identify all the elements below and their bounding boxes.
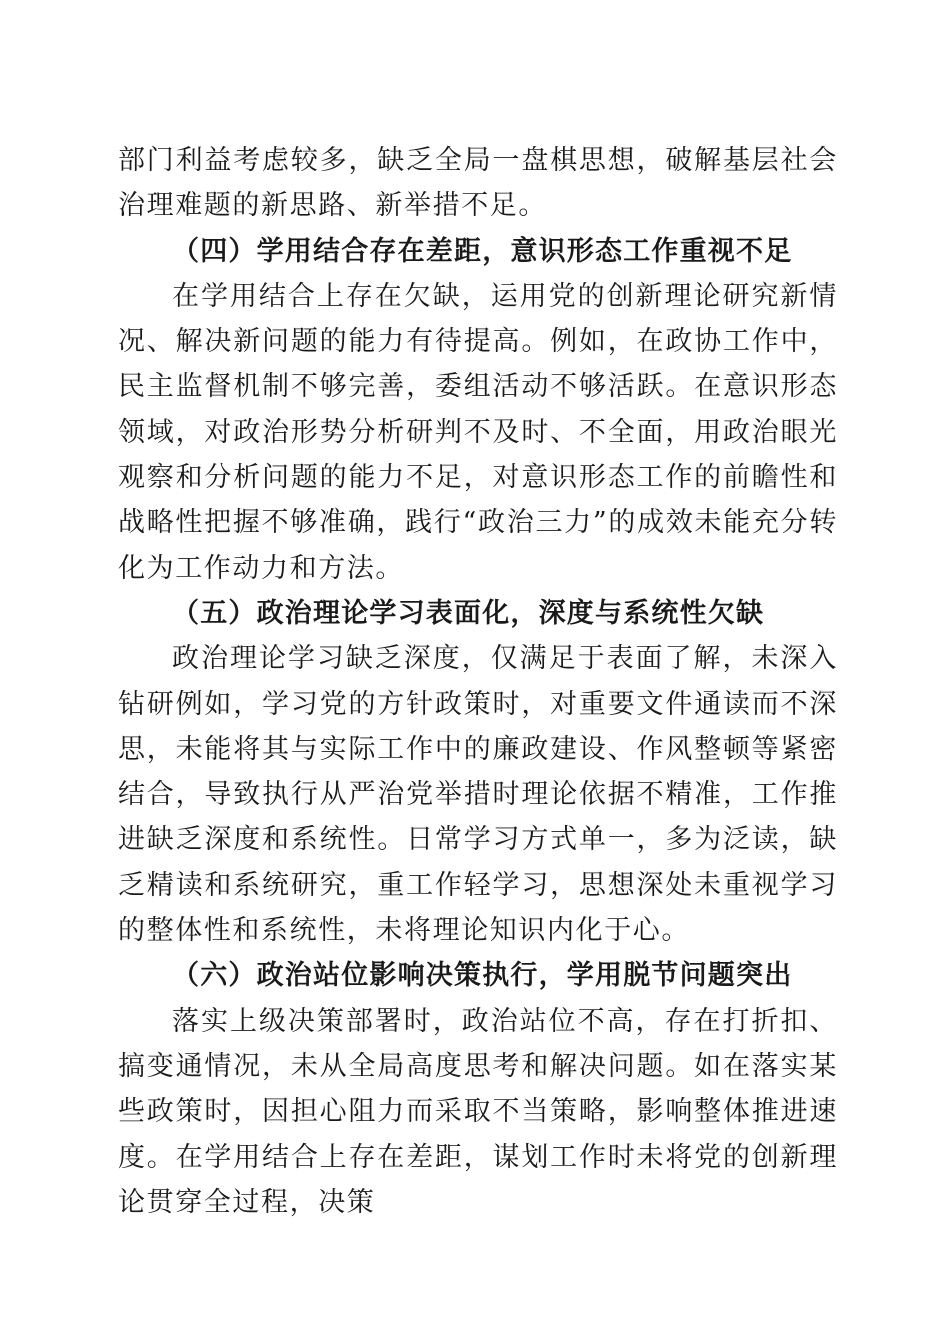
paragraph-section-6: 落实上级决策部署时，政治站位不高，存在打折扣、搞变通情况，未从全局高度思考和解决问题。如在落实某些政策时，因担心阻力而采取不当策略，影响整体推进速度。在学用结合上存在差距，谋划工作时未将党的创新理论贯穿全过程，决策 — [118, 1005, 838, 1218]
paragraph-continuation: 部门利益考虑较多，缺乏全局一盘棋思想，破解基层社会治理难题的新思路、新举措不足。 — [118, 145, 838, 222]
paragraph-section-4: 在学用结合上存在欠缺，运用党的创新理论研究新情况、解决新问题的能力有待提高。例如，在政协工作中，民主监督机制不够完善，委组活动不够活跃。在意识形态领域，对政治形势分析研判不及时、不全面，用政治眼光观察和分析问题的能力不足，对意识形态工作的前瞻性和战略性把握不够准确，践行“政治三力”的成效未能充分转化为工作动力和方法。 — [118, 280, 838, 584]
paragraph-section-5: 政治理论学习缺乏深度，仅满足于表面了解，未深入钻研例如，学习党的方针政策时，对重要文件通读而不深思，未能将其与实际工作中的廉政建设、作风整顿等紧密结合，导致执行从严治党举措时理论依据不精准，工作推进缺乏深度和系统性。日常学习方式单一，多为泛读，缺乏精读和系统研究，重工作轻学习，思想深处未重视学习的整体性和系统性，未将理论知识内化于心。 — [118, 643, 838, 947]
section-heading-4: （四）学用结合存在差距，意识形态工作重视不足 — [172, 235, 793, 267]
section-heading-5: （五）政治理论学习表面化，深度与系统性欠缺 — [172, 597, 765, 629]
section-heading-6: （六）政治站位影响决策执行，学用脱节问题突出 — [172, 960, 793, 992]
document-body — [118, 138, 838, 1225]
